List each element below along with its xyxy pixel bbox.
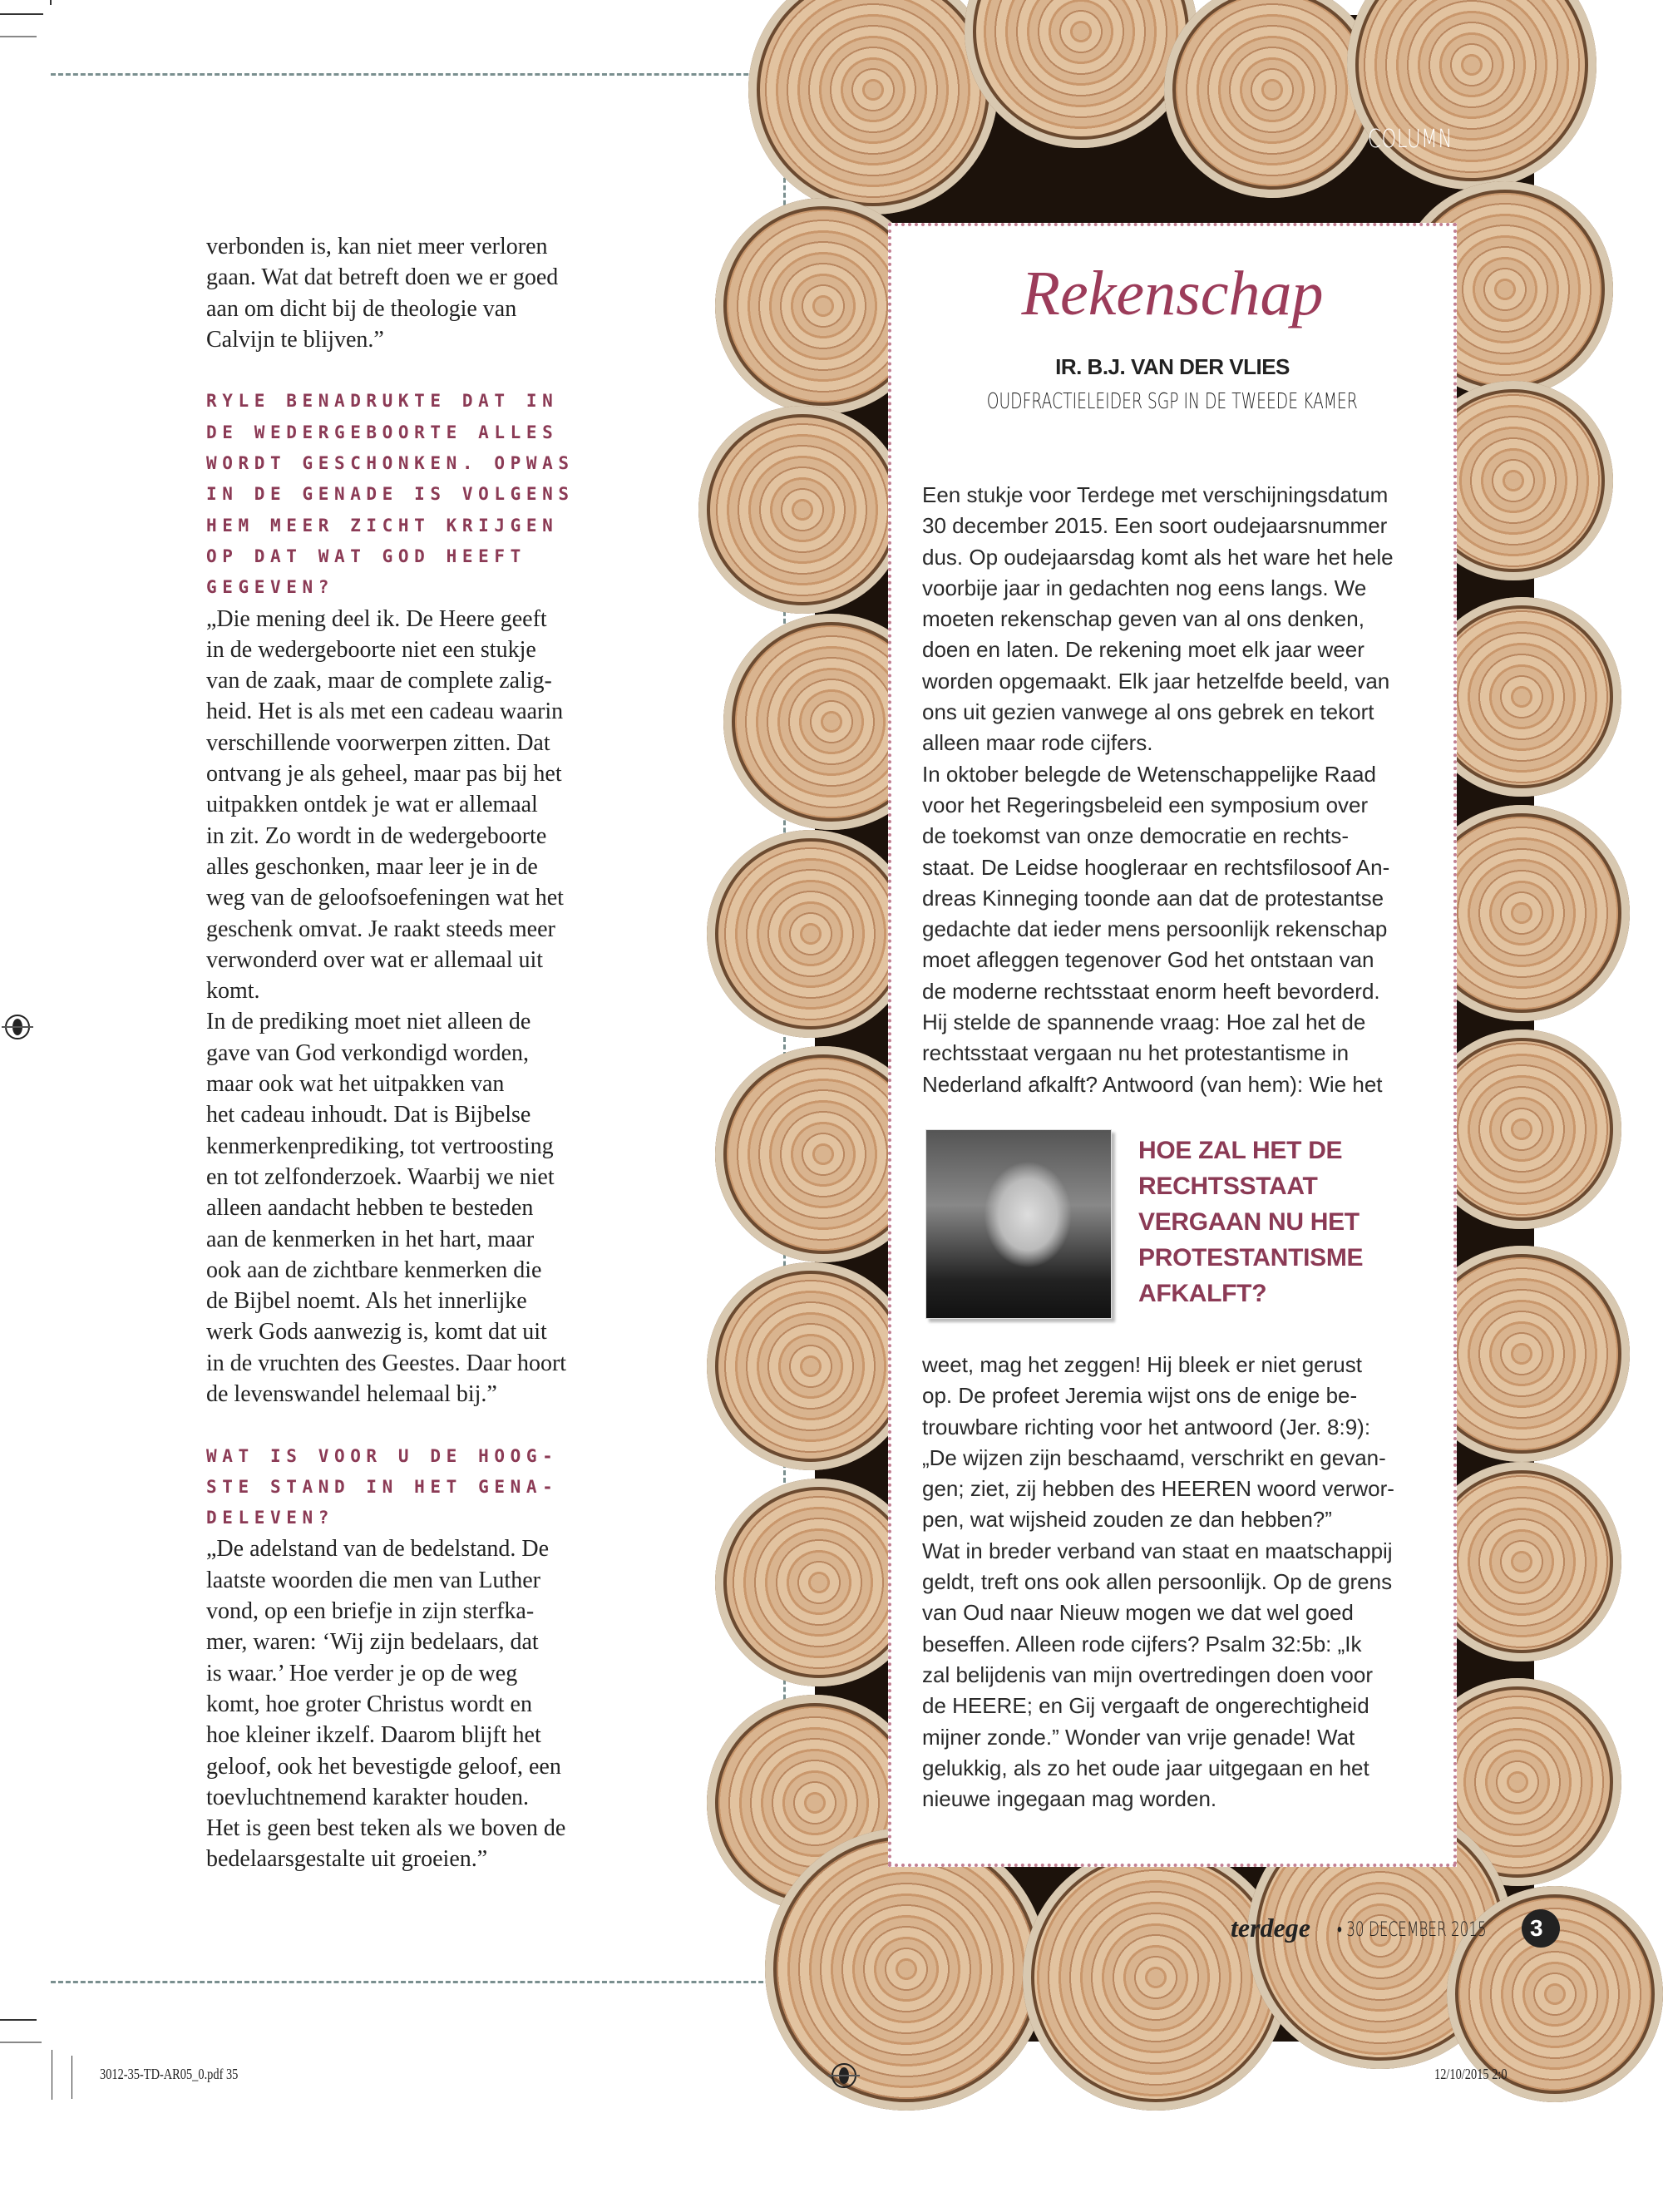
column-body-2 — [922, 1350, 1438, 1815]
crop-mark — [50, 0, 52, 5]
question-heading-line: DE WEDERGEBOORTE ALLES — [206, 422, 559, 442]
pull-quote-line: PROTESTANTISME — [1138, 1244, 1364, 1271]
question-heading-line: OP DAT WAT GOD HEEFT — [206, 546, 526, 566]
question-heading-line: RYLE BENADRUKTE DAT IN — [206, 391, 559, 412]
text-line: de levenswandel helemaal bij.” — [206, 1380, 497, 1407]
column-title: Rekenschap — [1021, 259, 1324, 328]
text-line: Een stukje voor Terdege met verschijningsdatum — [922, 482, 1389, 507]
wood-log — [698, 406, 906, 614]
text-line: rechtsstaat vergaan nu het protestantisme in — [922, 1040, 1350, 1066]
text-line: Nederland afkalft? Antwoord (van hem): Wie het — [922, 1071, 1383, 1097]
text-line: In de prediking moet niet alleen de — [206, 1009, 531, 1035]
text-line: ons uit gezien vanwege al ons gebrek en tekort — [922, 699, 1374, 725]
text-line: Hij stelde de spannende vraag: Hoe zal het de — [922, 1010, 1366, 1035]
text-line: zal belijdenis van mijn overtredingen doen voor — [922, 1661, 1373, 1687]
text-line: uitpakken ontdek je wat er allemaal — [206, 792, 538, 818]
pull-quote-line: AFKALFT? — [1138, 1280, 1267, 1307]
wood-log — [748, 0, 998, 215]
wood-log — [1347, 0, 1596, 190]
question-heading-line: STE STAND IN HET GENA- — [206, 1476, 559, 1497]
print-slug-timestamp: 12/10/2015 2:0 — [1434, 2066, 1508, 2082]
crop-mark — [0, 13, 43, 15]
question-heading-line: WAT IS VOOR U DE HOOG- — [206, 1445, 559, 1466]
print-slug-file: 3012-35-TD-AR05_0.pdf 35 — [100, 2066, 239, 2082]
text-line: gedachte dat ieder mens persoonlijk rekenschap — [922, 916, 1388, 942]
text-line: verbonden is, kan niet meer verloren — [206, 234, 548, 259]
crop-mark — [0, 2019, 37, 2021]
text-line: pen, wat wijsheid zouden ze dan hebben?” — [922, 1507, 1332, 1533]
text-line: van de zaak, maar de complete zalig- — [206, 668, 552, 694]
text-line: ook aan de zichtbare kenmerken die — [206, 1257, 542, 1283]
text-line: mer, waren: ‘Wij zijn bedelaars, dat — [206, 1629, 539, 1656]
text-line: in de vruchten des Geestes. Daar hoort — [206, 1350, 567, 1376]
registration-mark-icon — [5, 1015, 30, 1039]
text-line: kenmerkenprediking, tot vertroosting — [206, 1133, 554, 1159]
text-line: toevluchtnemend karakter houden. — [206, 1784, 529, 1810]
text-line: trouwbare richting voor het antwoord (Jer. 8:9): — [922, 1414, 1371, 1439]
registration-mark-icon — [832, 2063, 856, 2088]
text-line: de moderne rechtsstaat enorm heeft bevorderd. — [922, 978, 1380, 1004]
column-label: COLUMN — [1368, 125, 1453, 154]
text-line: geloof, ook het bevestigde geloof, een — [206, 1753, 561, 1780]
text-line: dus. Op oudejaarsdag komt als het ware het hele — [922, 544, 1394, 570]
spacer — [206, 355, 622, 386]
text-line: heid. Het is als met een cadeau waarin — [206, 699, 564, 725]
text-line: op. De profeet Jeremia wijst ons de enige be- — [922, 1383, 1358, 1409]
text-line: bedelaarsgestalte uit groeien.” — [206, 1846, 488, 1873]
page-number: 3 — [1522, 1909, 1560, 1948]
wood-log — [1023, 1844, 1289, 2111]
text-line: nieuwe ingegaan mag worden. — [922, 1786, 1217, 1812]
question-heading-line: IN DE GENADE IS VOLGENS — [206, 484, 575, 505]
pull-quote — [1138, 1133, 1363, 1311]
text-line: alleen aandacht hebben te besteden — [206, 1195, 534, 1222]
text-line: doen en laten. De rekening moet elk jaar weer — [922, 637, 1364, 663]
text-line: gaan. Wat dat betreft doen we er goed — [206, 264, 559, 291]
text-line: gave van God verkondigd worden, — [206, 1039, 530, 1066]
wood-log — [765, 1828, 1048, 2111]
magazine-logo: terdege — [1231, 1913, 1310, 1943]
question-heading-line: HEM MEER ZICHT KRIJGEN — [206, 515, 559, 536]
text-line: de HEERE; en Gij vergaaft de ongerechtigheid — [922, 1693, 1369, 1719]
text-line: 30 december 2015. Een soort oudejaarsnummer — [922, 513, 1388, 539]
text-line: verwonderd over wat er allemaal uit — [206, 946, 544, 973]
wood-log — [965, 0, 1197, 148]
crop-mark — [0, 36, 37, 37]
text-line: voorbije jaar in gedachten nog eens langs. We — [922, 575, 1367, 600]
text-line: hoe kleiner ikzelf. Daarom blijft het — [206, 1722, 541, 1749]
spacer — [206, 1410, 622, 1440]
author-name: IR. B.J. VAN DER VLIES — [1055, 354, 1290, 379]
wood-log — [707, 830, 915, 1038]
text-line: In oktober belegde de Wetenschappelijke Raad — [922, 761, 1376, 787]
question-heading-line: GEGEVEN? — [206, 577, 334, 598]
text-line: „De adelstand van de bedelstand. De — [206, 1536, 550, 1563]
crop-mark — [0, 2042, 42, 2043]
text-line: komt. — [206, 978, 260, 1005]
text-line: weg van de geloofsoefeningen wat het — [206, 885, 564, 911]
text-line: vond, op een briefje in zijn sterfka- — [206, 1598, 535, 1625]
text-line: beseffen. Alleen rode cijfers? Psalm 32:5b: „Ik — [922, 1631, 1362, 1657]
text-line: moet afleggen tegenover God het ontstaan van — [922, 947, 1374, 973]
pull-quote-line: RECHTSSTAAT — [1138, 1173, 1318, 1200]
text-line: voor het Regeringsbeleid een symposium over — [922, 792, 1369, 817]
text-line: aan om dicht bij de theologie van — [206, 295, 517, 322]
issue-date: • 30 DECEMBER 2015 — [1337, 1918, 1487, 1941]
text-line: geschenk omvat. Je raakt steeds meer — [206, 916, 555, 942]
text-line: worden opgemaakt. Elk jaar hetzelfde beeld, van — [922, 668, 1390, 694]
text-line: alles geschonken, maar leer je in de — [206, 853, 538, 880]
text-line: moeten rekenschap geven van al ons denken, — [922, 606, 1364, 632]
question-heading-line: DELEVEN? — [206, 1508, 334, 1528]
text-line: is waar.’ Hoe verder je op de weg — [206, 1660, 518, 1686]
text-line: komt, hoe groter Christus wordt en — [206, 1691, 532, 1717]
text-line: gen; ziet, zij hebben des HEEREN woord verwor- — [922, 1476, 1394, 1502]
text-line: Wat in breder verband van staat en maatschappij — [922, 1538, 1393, 1563]
text-line: „De wijzen zijn beschaamd, verschrikt en gevan- — [922, 1444, 1386, 1470]
text-line: in zit. Zo wordt in de wedergeboorte — [206, 822, 547, 849]
pull-quote-line: HOE ZAL HET DE — [1138, 1137, 1343, 1164]
text-line: ontvang je als geheel, maar pas bij het — [206, 761, 562, 788]
text-line: de Bijbel noemt. Als het innerlijke — [206, 1288, 527, 1315]
text-line: alleen maar rode cijfers. — [922, 730, 1153, 756]
text-line: verschillende voorwerpen zitten. Dat — [206, 729, 550, 756]
text-line: gelukkig, als zo het oude jaar uitgegaan en het — [922, 1755, 1369, 1780]
text-line: dreas Kinneging toonde aan dat de protestantse — [922, 885, 1384, 911]
pull-quote-line: VERGAAN NU HET — [1138, 1208, 1360, 1236]
text-line: geldt, treft ons ook allen persoonlijk. Op de grens — [922, 1569, 1393, 1595]
wood-log — [707, 1262, 915, 1470]
text-line: van Oud naar Nieuw mogen we dat wel goed — [922, 1600, 1354, 1626]
text-line: laatste woorden die men van Luther — [206, 1567, 540, 1593]
text-line: in de wedergeboorte niet een stukje — [206, 636, 536, 663]
author-photo — [925, 1129, 1112, 1319]
text-line: staat. De Leidse hoogleraar en rechtsfilosoof An- — [922, 854, 1390, 880]
text-line: maar ook wat het uitpakken van — [206, 1071, 505, 1098]
text-line: en tot zelfonderzoek. Waarbij we niet — [206, 1163, 555, 1190]
author-role: OUDFRACTIELEIDER SGP IN DE TWEEDE KAMER — [986, 389, 1359, 414]
text-line: mijner zonde.” Wonder van vrije genade! Wat — [922, 1724, 1355, 1750]
wood-log — [1164, 0, 1380, 198]
interview-column — [206, 231, 622, 1875]
text-line: aan de kenmerken in het hart, maar — [206, 1226, 535, 1252]
text-line: het cadeau inhoudt. Dat is Bijbelse — [206, 1102, 531, 1128]
column-body-1 — [922, 480, 1438, 1100]
text-line: Calvijn te blijven.” — [206, 326, 384, 353]
text-line: de toekomst van onze democratie en rechts- — [922, 823, 1350, 849]
text-line: „Die mening deel ik. De Heere geeft — [206, 605, 547, 632]
text-line: weet, mag het zeggen! Hij bleek er niet gerust — [922, 1352, 1362, 1377]
text-line: werk Gods aanwezig is, komt dat uit — [206, 1319, 547, 1345]
text-line: Het is geen best teken als we boven de — [206, 1815, 566, 1842]
question-heading-line: WORDT GESCHONKEN. OPWAS — [206, 453, 575, 474]
